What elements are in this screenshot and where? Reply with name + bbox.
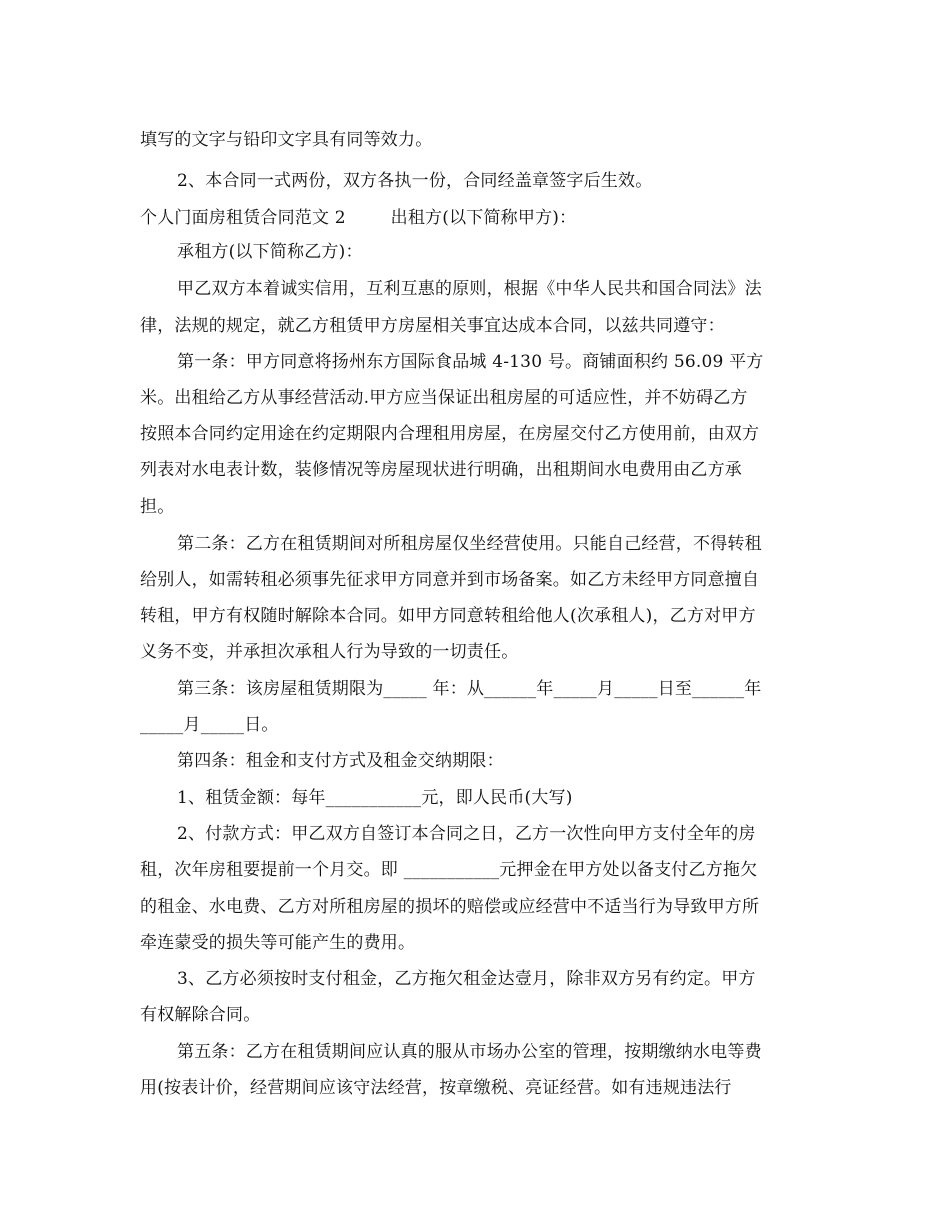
text-line: 甲乙双方本着诚实信用，互利互惠的原则，根据《中华人民共和国合同法》法	[177, 279, 762, 299]
text-line: 第五条：乙方在租赁期间应认真的服从市场办公室的管理，按期缴纳水电等费	[177, 1042, 762, 1062]
text-line: 第二条：乙方在租赁期间对所租房屋仅坐经营使用。只能自己经营，不得转租	[177, 534, 762, 554]
text-line: 2、本合同一式两份，双方各执一份，合同经盖章签字后生效。	[177, 171, 653, 191]
text-line: 给别人，如需转租必须事先征求甲方同意并到市场备案。如乙方未经甲方同意擅自	[140, 570, 760, 590]
text-line: 米。出租给乙方从事经营活动.甲方应当保证出租房屋的可适应性，并不妨碍乙方	[140, 388, 748, 408]
text-line: 律，法规的规定，就乙方租赁甲方房屋相关事宜达成本合同，以兹共同遵守：	[140, 316, 725, 336]
text-line: 担。	[140, 497, 175, 517]
text-line: 按照本合同约定用途在约定期限内合理租用房屋，在房屋交付乙方使用前，由双方	[140, 424, 760, 444]
text-line: _____月_____日。	[140, 715, 279, 735]
text-line: 用(按表计价，经营期间应该守法经营，按章缴税、亮证经营。如有违规违法行	[140, 1078, 732, 1098]
text-line: 第三条：该房屋租赁期限为_____ 年：从______年_____月_____日至______年	[177, 679, 762, 699]
text-line: 3、乙方必须按时支付租金，乙方拖欠租金达壹月，除非双方另有约定。甲方	[177, 969, 756, 989]
section-heading: 个人门面房租赁合同范文 2 出租方(以下简称甲方)：	[140, 208, 577, 228]
text-line: 义务不变，并承担次承租人行为导致的一切责任。	[140, 642, 519, 662]
text-line: 填写的文字与铅印文字具有同等效力。	[140, 130, 433, 150]
text-line: 1、租赁金额：每年___________元，即人民币(大写)	[177, 788, 573, 808]
text-line: 承租方(以下简称乙方)：	[177, 242, 363, 262]
text-line: 2、付款方式：甲乙双方自签订本合同之日，乙方一次性向甲方支付全年的房	[177, 824, 756, 844]
text-line: 的租金、水电费、乙方对所租房屋的损坏的赔偿或应经营中不适当行为导致甲方所	[140, 897, 760, 917]
text-line: 转租，甲方有权随时解除本合同。如甲方同意转租给他人(次承租人)，乙方对甲方	[140, 606, 756, 626]
text-line: 列表对水电表计数，装修情况等房屋现状进行明确，出租期间水电费用由乙方承	[140, 460, 742, 480]
text-line: 牵连蒙受的损失等可能产生的费用。	[140, 933, 416, 953]
text-line: 有权解除合同。	[140, 1005, 261, 1025]
text-line: 第四条：租金和支付方式及租金交纳期限：	[177, 751, 504, 771]
text-line: 第一条：甲方同意将扬州东方国际食品城 4-130 号。商铺面积约 56.09 平方	[177, 352, 764, 372]
text-line: 租，次年房租要提前一个月交。即 ___________元押金在甲方处以备支付乙方拖欠	[140, 860, 758, 880]
